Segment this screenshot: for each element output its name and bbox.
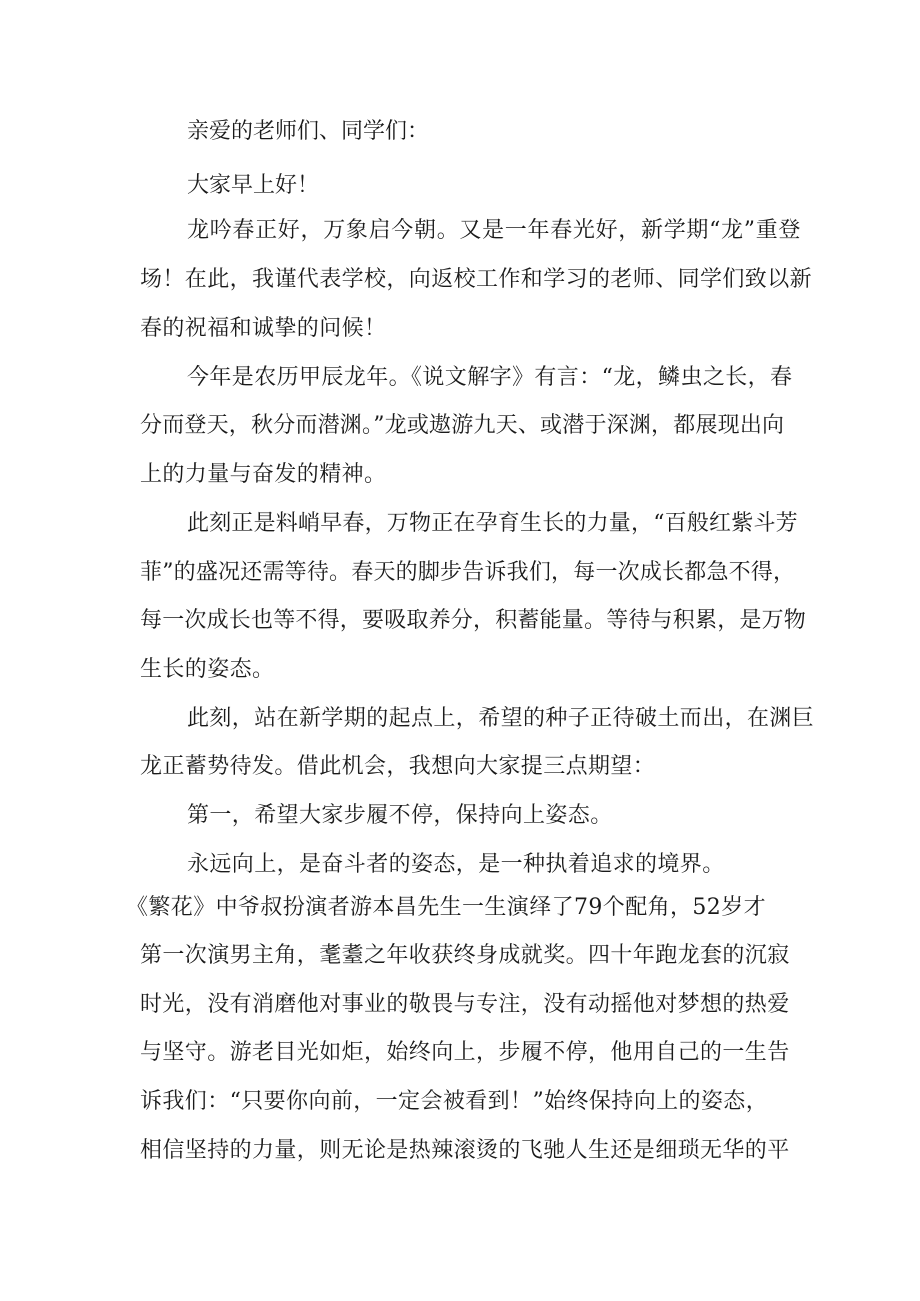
text-line: 亲爱的老师们、同学们： [187, 119, 430, 144]
text-line: 此刻，站在新学期的起点上，希望的种子正待破土而出，在渊巨 [187, 706, 815, 731]
text-line: 大家早上好！ [187, 173, 320, 198]
text-line: 龙吟春正好，万象启今朝。又是一年春光好，新学期“龙”重登 [187, 218, 802, 243]
text-line: 龙正蓄势待发。借此机会，我想向大家提三点期望： [140, 754, 656, 779]
text-line: 相信坚持的力量，则无论是热辣滚烫的飞驰人生还是细琐无华的平 [140, 1138, 790, 1163]
text-line: 与坚守。游老目光如炬，始终向上，步履不停，他用自己的一生告 [140, 1040, 790, 1065]
text-line: 场！在此，我谨代表学校，向返校工作和学习的老师、同学们致以新 [140, 267, 813, 292]
text-line: 分而登天，秋分而潜渊。”龙或遨游九天、或潜于深渊，都展现出向 [140, 413, 785, 438]
text-line: 第一次演男主角，耄耋之年收获终身成就奖。四十年跑龙套的沉寂 [140, 943, 790, 968]
text-line: 春的祝福和诚挚的问候！ [140, 316, 387, 341]
text-line: 上的力量与奋发的精神。 [140, 462, 387, 487]
text-line: 今年是农历甲辰龙年。《说文解字》有言：“龙，鳞虫之长，春 [187, 365, 793, 390]
text-line: 永远向上，是奋斗者的姿态，是一种执着追求的境界。 [187, 852, 725, 877]
text-line: 第一，希望大家步履不停，保持向上姿态。 [187, 803, 613, 828]
text-line: 每一次成长也等不得，要吸取养分，积蓄能量。等待与积累，是万物 [140, 608, 807, 633]
text-line: 《繁花》中爷叔扮演者游本昌先生一生演绎了79个配角，52岁才 [126, 895, 766, 920]
text-line: 菲”的盛况还需等待。春天的脚步告诉我们，每一次成长都急不得， [140, 560, 796, 585]
text-line: 时光，没有消磨他对事业的敬畏与专注，没有动摇他对梦想的热爱 [140, 992, 790, 1017]
text-line: 诉我们：“只要你向前，一定会被看到！”始终保持向上的姿态， [140, 1089, 769, 1114]
text-line: 此刻正是料峭早春，万物正在孕育生长的力量，“百般红紫斗芳 [187, 511, 798, 536]
text-line: 生长的姿态。 [140, 657, 275, 682]
